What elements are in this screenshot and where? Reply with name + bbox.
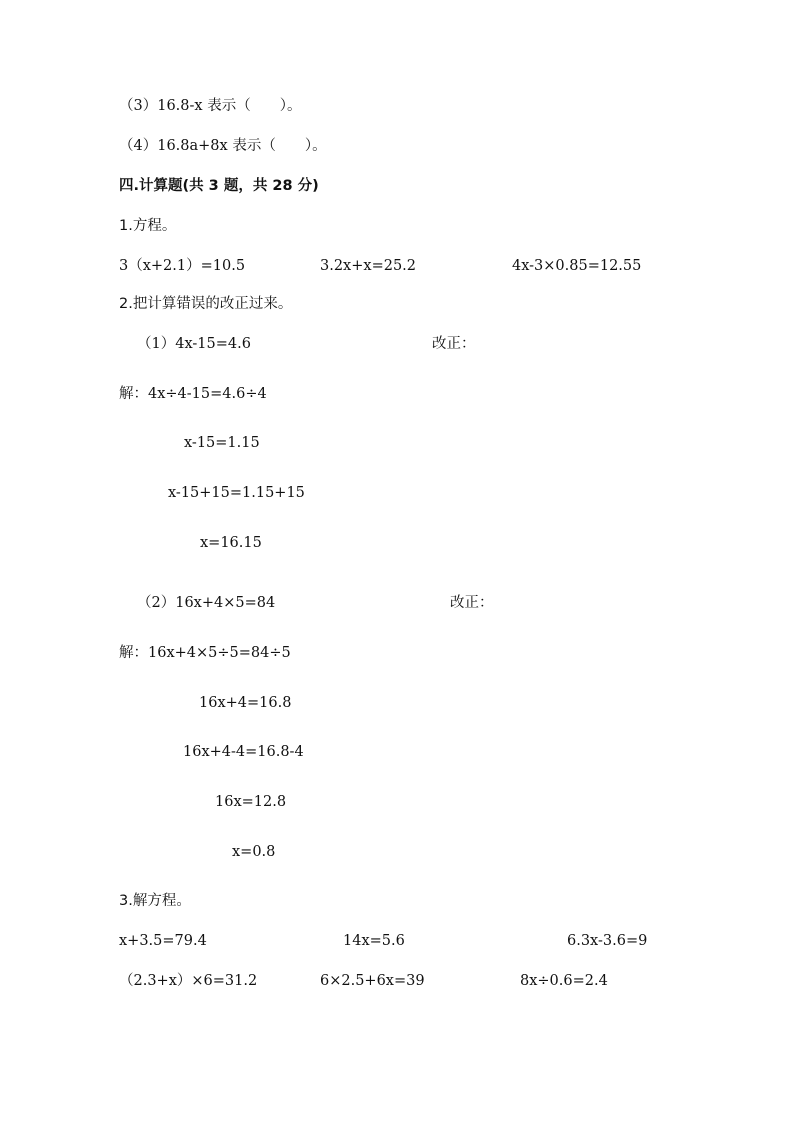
q2-p2-step-2: 16x+4=16.8 bbox=[199, 695, 292, 711]
question-3-title: 3.解方程。 bbox=[119, 893, 191, 909]
q3-equation-1: x+3.5=79.4 bbox=[119, 933, 207, 949]
q3-equation-6: 8x÷0.6=2.4 bbox=[520, 973, 608, 989]
q2-p1-step-3: x-15+15=1.15+15 bbox=[168, 485, 305, 501]
question-1-title: 1.方程。 bbox=[119, 218, 177, 234]
q3-equation-2: 14x=5.6 bbox=[343, 933, 405, 949]
q2-p2-step-4: 16x=12.8 bbox=[215, 794, 287, 810]
q2-p1-step-4: x=16.15 bbox=[200, 535, 262, 551]
q2-problem-2: （2）16x+4×5=84 bbox=[137, 595, 276, 611]
q1-equation-3: 4x-3×0.85=12.55 bbox=[512, 258, 642, 274]
q1-equation-2: 3.2x+x=25.2 bbox=[320, 258, 416, 274]
q2-problem-1: （1）4x-15=4.6 bbox=[137, 336, 251, 352]
q3-equation-4: （2.3+x）×6=31.2 bbox=[119, 973, 258, 989]
question-2-title: 2.把计算错误的改正过来。 bbox=[119, 296, 293, 312]
q2-p1-step-2: x-15=1.15 bbox=[184, 435, 260, 451]
section-heading: 四.计算题(共 3 题，共 28 分) bbox=[119, 178, 319, 194]
q2-problem-1-correction-label: 改正： bbox=[432, 336, 476, 352]
q3-equation-5: 6×2.5+6x=39 bbox=[320, 973, 425, 989]
q3-equation-3: 6.3x-3.6=9 bbox=[567, 933, 648, 949]
fill-in-item-4: （4）16.8a+8x 表示（ ）。 bbox=[119, 138, 327, 154]
q1-equation-1: 3（x+2.1）=10.5 bbox=[119, 258, 246, 274]
q2-p2-step-5: x=0.8 bbox=[232, 844, 276, 860]
q2-p2-step-1: 解：16x+4×5÷5=84÷5 bbox=[119, 645, 291, 661]
q2-p1-step-1: 解：4x÷4-15=4.6÷4 bbox=[119, 386, 267, 402]
q2-problem-2-correction-label: 改正： bbox=[450, 595, 494, 611]
fill-in-item-3: （3）16.8-x 表示（ ）。 bbox=[119, 98, 302, 114]
q2-p2-step-3: 16x+4-4=16.8-4 bbox=[183, 744, 304, 760]
